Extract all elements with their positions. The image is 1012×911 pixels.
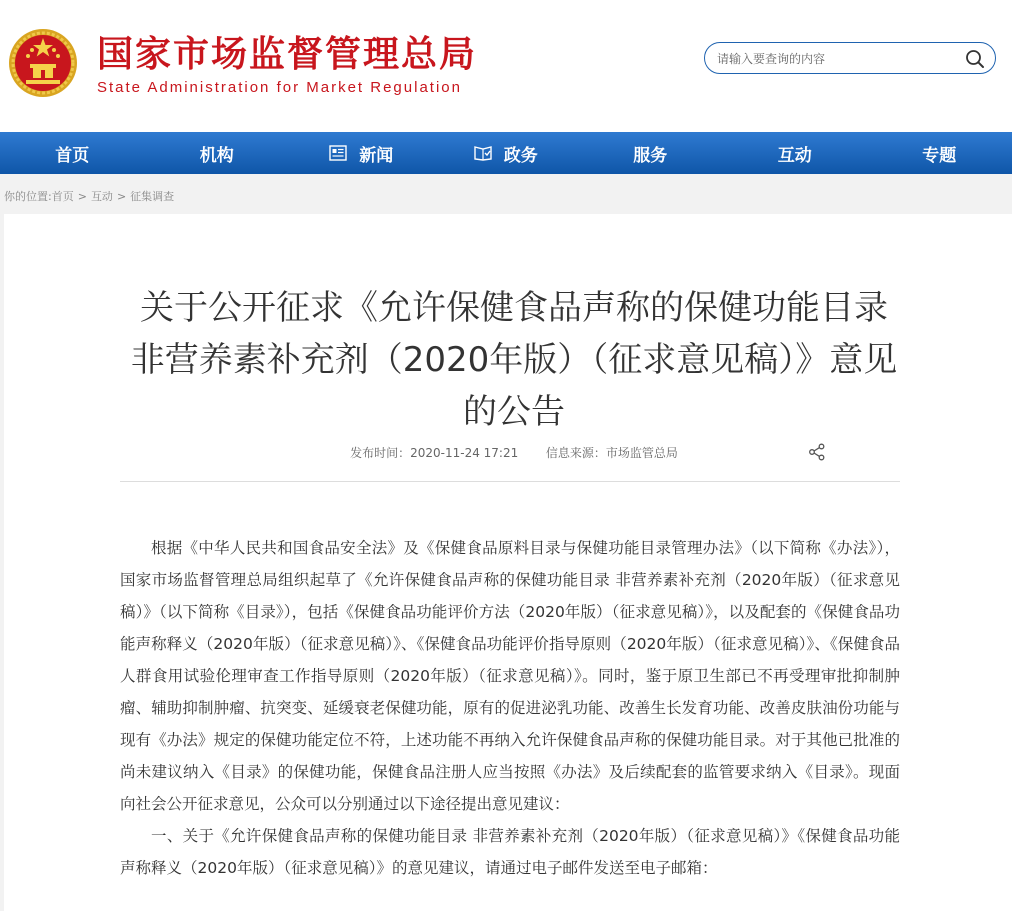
article-meta [124,444,904,461]
breadcrumb-prefix: 你的位置: [4,190,52,203]
nav-item-label: 专题 [922,145,957,166]
nav-item-label: 政务 [503,145,538,166]
share-icon[interactable] [808,443,826,461]
nav-item-label: 首页 [55,145,90,166]
breadcrumb-link-home[interactable]: 首页 [51,190,74,203]
article-body [120,532,900,884]
breadcrumb-separator: > [77,190,87,203]
nav-item-organization[interactable] [145,132,290,174]
meta-divider [120,481,900,482]
national-emblem-icon[interactable] [8,28,78,98]
nav-item-label: 互动 [777,145,812,166]
nav-item-services[interactable] [578,132,723,174]
site-subtitle: State Administration for Market Regulation [97,79,462,96]
site-title[interactable]: 国家市场监督管理总局 [97,34,478,75]
article-paragraph: 根据《中华人民共和国食品安全法》及《保健食品原料目录与保健功能目录管理办法》（以下简称《办法》），国家市场监督管理总局组织起草了《允许保健食品声称的保健功能目录 非营养素补充剂（2020年版）（征求意见稿）》（以下简称《目录》），包括《保健食品功能评价方法（2020年版）（征求意见稿）》，以及配套的《保健食品功能声称释义（2020年版）（征求意见稿）》、《保健食品功能评价指导原则（2020年版）（征求意见稿）》、《保健食品人群食用试验伦理审查工作指导原则（2020年版）（征求意见稿）》。同时，鉴于原卫生部已不再受理审批抑制肿瘤、辅助抑制肿瘤、抗突变、延缓衰老保健功能，原有的促进泌乳功能、改善生长发育功能、改善皮肤油份功能与现有《办法》规定的保健功能定位不符，上述功能不再纳入允许保健食品声称的保健功能目录。对于其他已批准的尚未建议纳入《目录》的保健功能，保健食品注册人应当按照《办法》及后续配套的监管要求纳入《目录》。现面向社会公开征求意见，公众可以分别通过以下途径提出意见建议： [120,539,900,813]
main-nav [0,132,1012,174]
publish-label: 发布时间： [350,446,411,460]
news-icon [329,145,347,161]
nav-item-topics[interactable] [867,132,1012,174]
nav-item-label: 新闻 [359,145,394,166]
article-paragraph: 一、关于《允许保健食品声称的保健功能目录 非营养素补充剂（2020年版）（征求意见稿）》《保健食品功能声称释义（2020年版）（征求意见稿）》的意见建议，请通过电子邮件发送至电子邮箱： [120,827,900,877]
article-title: 关于公开征求《允许保健食品声称的保健功能目录 非营养素补充剂（2020年版）（征求意见稿）》意见的公告 [130,288,898,432]
breadcrumb-link-interaction[interactable]: 互动 [90,190,113,203]
affairs-icon [474,145,492,161]
site-header [0,0,1012,132]
article-card [4,214,1012,911]
nav-item-affairs[interactable] [434,132,579,174]
nav-item-label: 机构 [199,145,234,166]
nav-item-interaction[interactable] [723,132,868,174]
search-icon[interactable] [965,49,985,69]
breadcrumb-link-survey[interactable]: 征集调查 [130,190,175,203]
breadcrumb-separator: > [116,190,127,203]
breadcrumb [4,188,174,204]
nav-item-label: 服务 [633,145,668,166]
search-box [704,42,996,74]
source-value: 市场监管总局 [605,446,678,460]
publish-time: 2020-11-24 17:21 [410,446,519,460]
nav-item-home[interactable] [0,132,145,174]
source-label: 信息来源： [545,446,606,460]
search-input[interactable] [717,49,957,69]
nav-item-news[interactable] [289,132,434,174]
